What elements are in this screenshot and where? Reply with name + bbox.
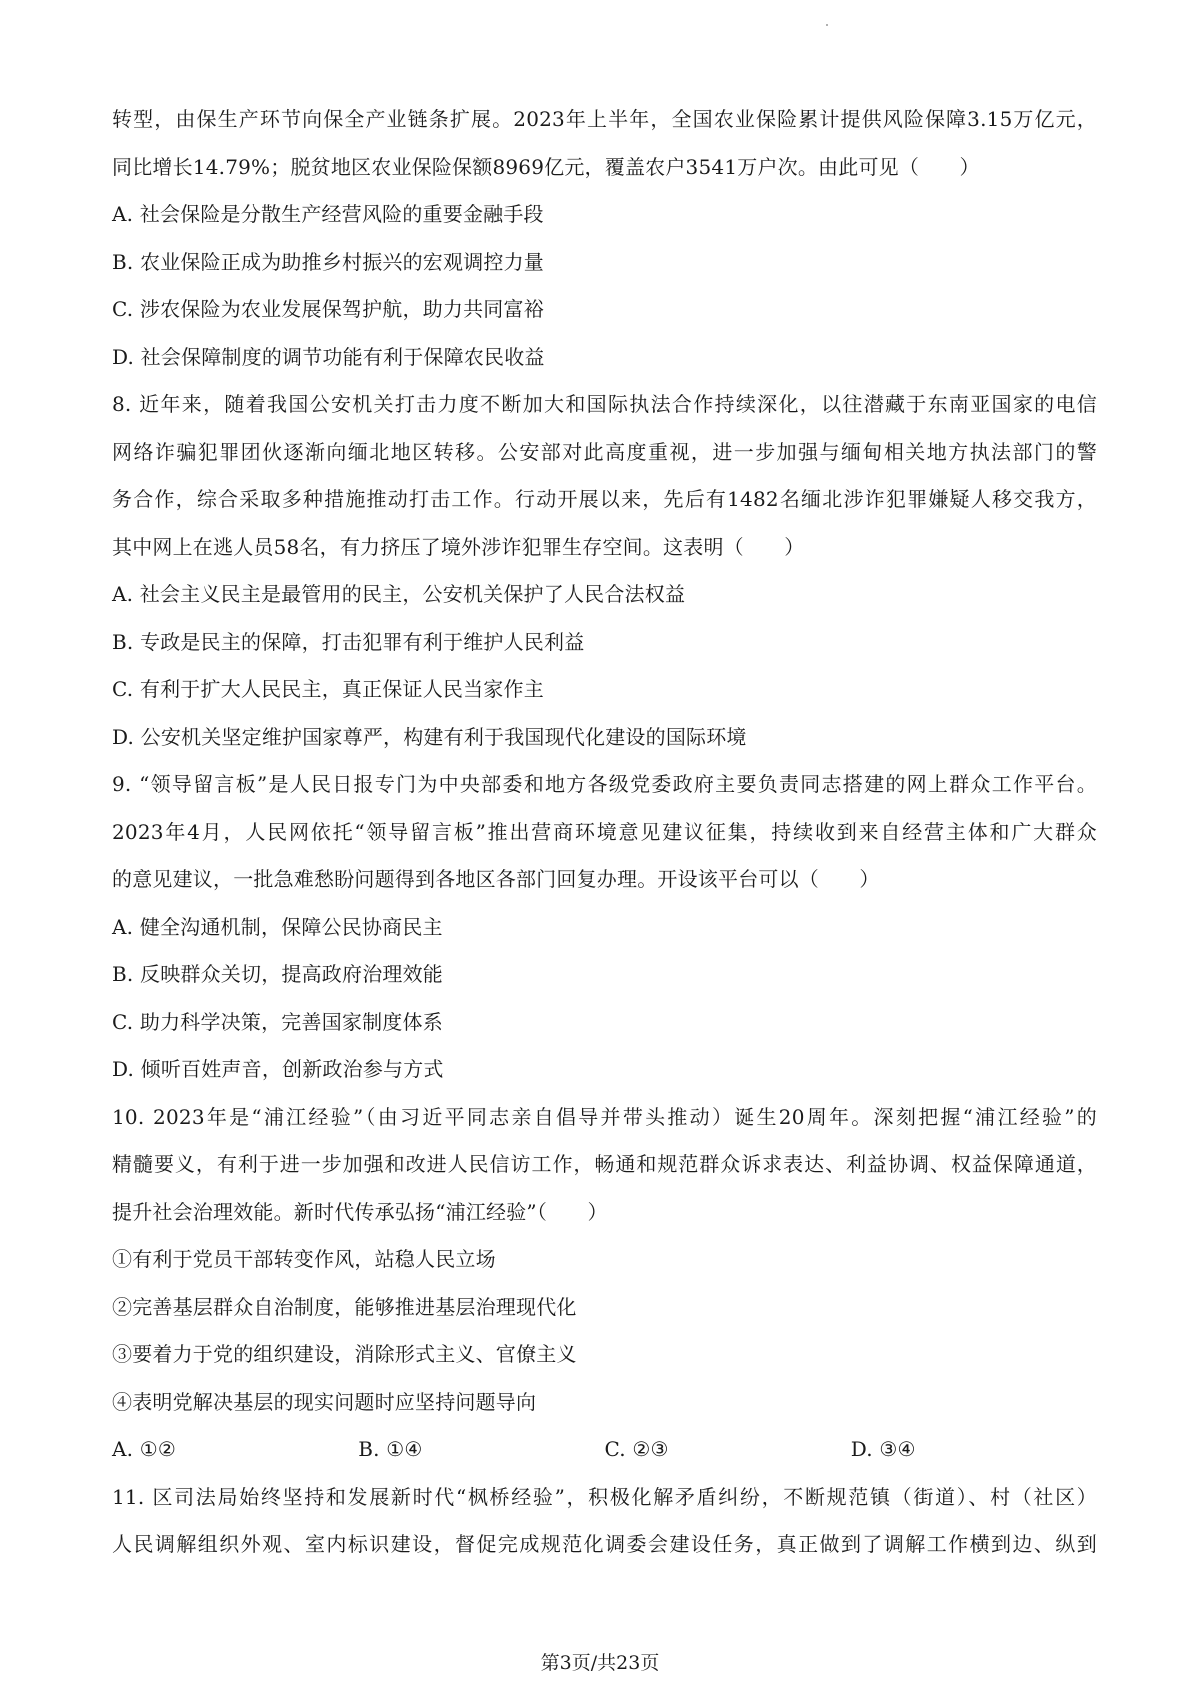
option-line: C. 涉农保险为农业发展保驾护航，助力共同富裕 (112, 297, 544, 321)
option-d: D. ③④ (850, 1437, 916, 1461)
option-c: C. ②③ (604, 1437, 669, 1461)
question-10-line: 提升社会治理效能。新时代传承弘扬“浦江经验”（ ） (112, 1199, 608, 1224)
option-line: B. 农业保险正成为助推乡村振兴的宏观调控力量 (112, 249, 545, 274)
option-line: D. 倾听百姓声音，创新政治参与方式 (112, 1057, 444, 1081)
option-line: A. 社会保险是分散生产经营风险的重要金融手段 (112, 202, 544, 226)
option-line: B. 专政是民主的保障，打击犯罪有利于维护人民利益 (112, 629, 585, 654)
question-10-line: 精髓要义，有利于进一步加强和改进人民信访工作，畅通和规范群众诉求表达、利益协调、权益保障通道， (112, 1152, 1097, 1176)
statement-line: ④表明党解决基层的现实问题时应坚持问题导向 (112, 1389, 537, 1414)
statement-line: ③要着力于党的组织建设，消除形式主义、官僚主义 (112, 1342, 577, 1366)
question-8-line: 8. 近年来，随着我国公安机关打击力度不断加大和国际执法合作持续深化，以往潜藏于东南亚国家的电信 (112, 392, 1097, 416)
question-8-line: 其中网上在逃人员58名，有力挤压了境外涉诈犯罪生存空间。这表明（ ） (112, 534, 805, 559)
option-line: C. 助力科学决策，完善国家制度体系 (112, 1009, 443, 1034)
option-line: A. 健全沟通机制，保障公民协商民主 (112, 914, 443, 939)
question-10-options (112, 1426, 1097, 1474)
question-8-line: 网络诈骗犯罪团伙逐渐向缅北地区转移。公安部对此高度重视，进一步加强与缅甸相关地方执法部门的警 (112, 439, 1097, 464)
text-line: 同比增长14.79%；脱贫地区农业保险保额8969亿元，覆盖农户3541万户次。由此可见（ ） (112, 154, 980, 179)
question-9-line: 2023年4月，人民网依托“领导留言板”推出营商环境意见建议征集，持续收到来自经营主体和广大群众 (112, 819, 1097, 844)
question-9-line: 9. “领导留言板”是人民日报专门为中央部委和地方各级党委政府主要负责同志搭建的网上群众工作平台。 (112, 772, 1097, 796)
option-line: D. 公安机关坚定维护国家尊严，构建有利于我国现代化建设的国际环境 (112, 724, 747, 749)
scan-dot (826, 24, 828, 26)
option-line: D. 社会保障制度的调节功能有利于保障农民收益 (112, 344, 545, 369)
page-content (112, 96, 1097, 1569)
text-line: 转型，由保生产环节向保全产业链条扩展。2023年上半年，全国农业保险累计提供风险保障3.15万亿元， (112, 107, 1097, 131)
option-line: B. 反映群众关切，提高政府治理效能 (112, 962, 444, 986)
option-b: B. ①④ (358, 1437, 423, 1461)
option-line: C. 有利于扩大人民民主，真正保证人民当家作主 (112, 677, 544, 701)
option-line: A. 社会主义民主是最管用的民主，公安机关保护了人民合法权益 (112, 582, 686, 606)
question-11-line: 11. 区司法局始终坚持和发展新时代“枫桥经验”，积极化解矛盾纠纷，不断规范镇（街道）、村（社区） (112, 1484, 1097, 1509)
question-10-line: 10. 2023年是“浦江经验”（由习近平同志亲自倡导并带头推动）诞生20周年。深刻把握“浦江经验”的 (112, 1104, 1097, 1129)
statement-line: ①有利于党员干部转变作风，站稳人民立场 (112, 1247, 496, 1271)
statement-line: ②完善基层群众自治制度，能够推进基层治理现代化 (112, 1294, 577, 1319)
question-11-line: 人民调解组织外观、室内标识建设，督促完成规范化调委会建设任务，真正做到了调解工作横到边、纵到 (112, 1532, 1097, 1556)
option-a: A. ①② (112, 1437, 177, 1461)
page-footer: 第3页/共23页 (540, 1652, 660, 1674)
question-8-line: 务合作，综合采取多种措施推动打击工作。行动开展以来，先后有1482名缅北涉诈犯罪嫌疑人移交我方， (112, 487, 1097, 511)
question-9-line: 的意见建议，一批急难愁盼问题得到各地区各部门回复办理。开设该平台可以（ ） (112, 867, 880, 891)
